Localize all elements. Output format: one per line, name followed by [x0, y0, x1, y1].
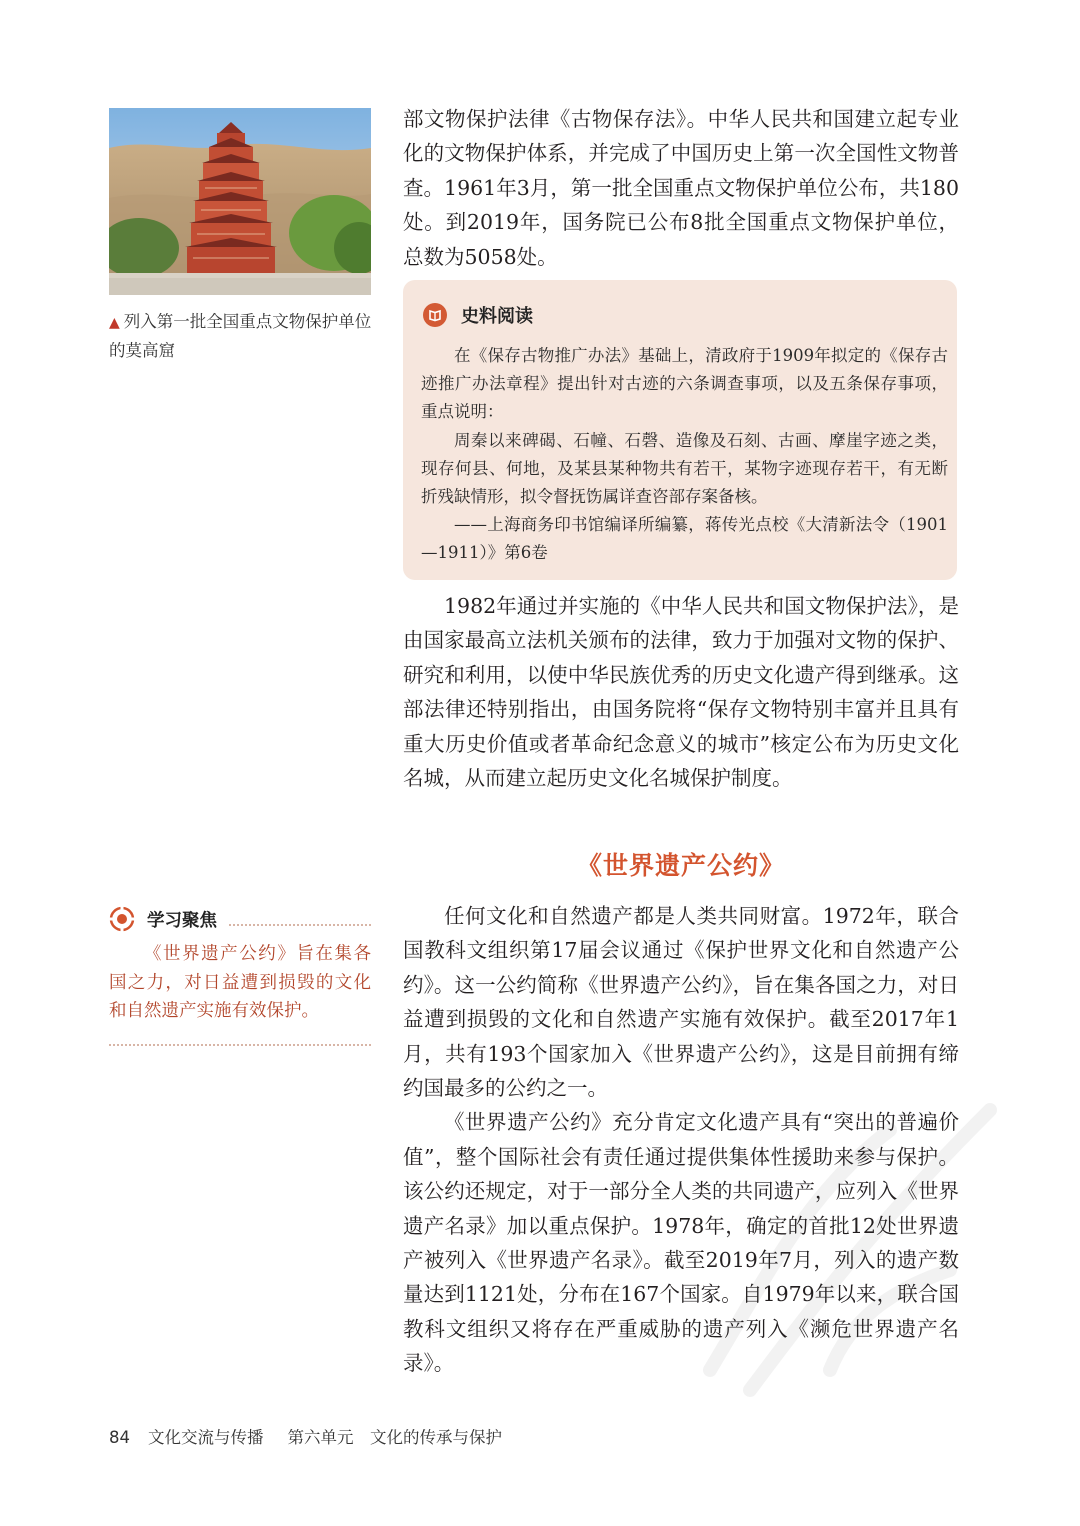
mogao-caves-photo	[109, 108, 371, 295]
study-focus-text: 《世界遗产公约》旨在集各国之力，对日益遭到损毁的文化和自然遗产实施有效保护。	[109, 944, 371, 1021]
book-title: 文化交流与传播	[148, 1428, 264, 1447]
section-paragraph-2: 《世界遗产公约》充分肯定文化遗产具有“突出的普遍价值”，整个国际社会有责任通过提供集体性援助来参与保护。该公约还规定，对于一部分全人类的共同遗产，应列入《世界遗产名录》加以重点保护。1978年，确定的首批12处世界遗产被列入《世界遗产名录》。截至2019年7月，列入的遗产数量达到1121处，分布在167个国家。自1979年以来，联合国教科文组织又将存在严重威胁的遗产列入《濒危世界遗产名录》。	[403, 1110, 959, 1376]
law-text	[403, 589, 959, 795]
study-focus-title: 学习聚焦	[147, 910, 217, 931]
study-focus-box	[109, 904, 371, 1046]
reading-paragraph-1: 在《保存古物推广办法》基础上，清政府于1909年拟定的《保存古迹推广办法章程》提出针对古迹的六条调查事项，以及五条保存事项，重点说明：	[421, 346, 948, 422]
watermark-decoration	[690, 1070, 1010, 1400]
focus-target-icon	[109, 906, 135, 932]
section-title: 《世界遗产公约》	[576, 851, 785, 880]
book-icon	[423, 303, 447, 327]
dotted-divider	[229, 923, 371, 926]
unit-title: 第六单元 文化的传承与保护	[287, 1428, 502, 1447]
reading-title: 史料阅读	[461, 306, 533, 327]
reading-header	[423, 302, 533, 328]
page-footer	[109, 1424, 502, 1448]
intro-text	[403, 102, 959, 274]
reading-box	[403, 280, 957, 580]
dotted-divider-bottom	[109, 1044, 371, 1046]
study-focus-header	[109, 904, 371, 934]
reading-body	[421, 342, 948, 568]
reading-source: ——上海商务印书馆编译所编纂，蒋传光点校《大清新法令（1901—1911）》第6卷	[421, 515, 948, 563]
reading-paragraph-2: 周秦以来碑碣、石幢、石磬、造像及石刻、古画、摩崖字迹之类，现存何县、何地，及某县某种物共有若干，某物字迹现存若干，有无断折残缺情形，拟令督抚饬属详查咨部存案备核。	[421, 430, 948, 507]
triangle-marker-icon: ▲	[109, 315, 120, 331]
law-paragraph: 1982年通过并实施的《中华人民共和国文物保护法》，是由国家最高立法机关颁布的法律，致力于加强对文物的保护、研究和利用，以使中华民族优秀的历史文化遗产得到继承。这部法律还特别指出，由国务院将“保存文物特别丰富并且具有重大历史价值或者革命纪念意义的城市”核定公布为历史文化名城，从而建立起历史文化名城保护制度。	[403, 594, 959, 791]
photo-caption: ▲ 列入第一批全国重点文物保护单位的莫高窟	[109, 312, 372, 360]
intro-paragraph: 部文物保护法律《古物保存法》。中华人民共和国建立起专业化的文物保护体系，并完成了中国历史上第一次全国性文物普查。1961年3月，第一批全国重点文物保护单位公布，共180处。到2019年，国务院已公布8批全国重点文物保护单位，总数为5058处。	[403, 107, 959, 269]
section-paragraph-1: 任何文化和自然遗产都是人类共同财富。1972年，联合国教科文组织第17届会议通过《保护世界文化和自然遗产公约》。这一公约简称《世界遗产公约》，旨在集各国之力，对日益遭到损毁的文化和自然遗产实施有效保护。截至2017年1月，共有193个国家加入《世界遗产公约》，这是目前拥有缔约国最多的公约之一。	[403, 904, 959, 1101]
page-number: 84	[109, 1428, 130, 1447]
